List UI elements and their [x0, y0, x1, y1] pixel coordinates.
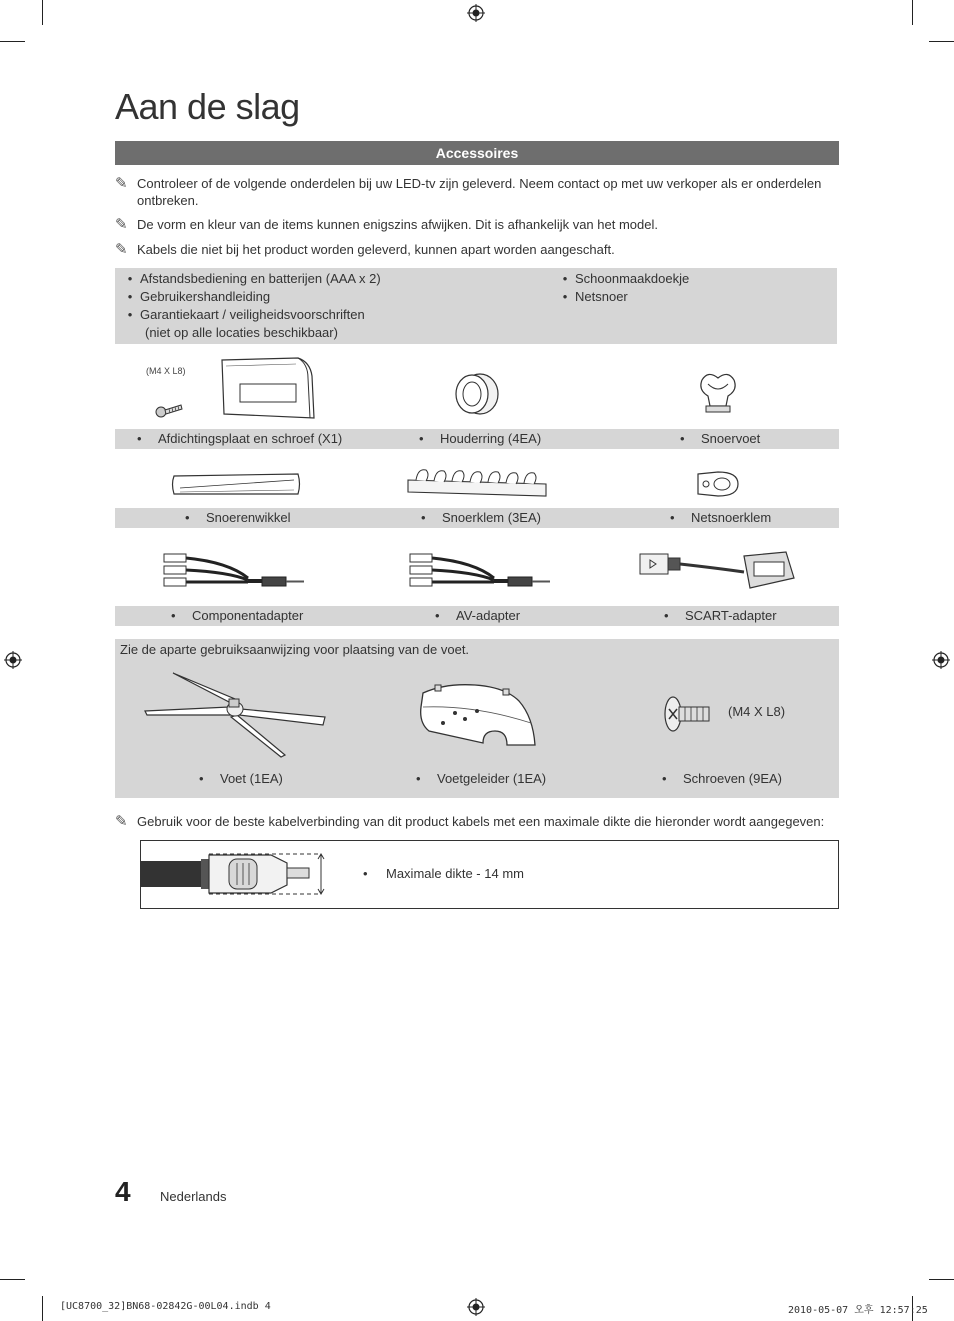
list-item: • Netsnoer: [562, 289, 628, 304]
crop-mark: [42, 0, 43, 25]
list-item: • Gebruikershandleiding: [127, 289, 271, 304]
cable-stand-illustration: [694, 370, 742, 416]
included-list-right: [555, 270, 825, 306]
pencil-icon: ✎: [115, 216, 128, 233]
sealing-plate-illustration: [218, 356, 318, 420]
cable-spec-box: [140, 840, 839, 909]
holder-ring-illustration: [452, 372, 502, 416]
cable-clamp-illustration: [404, 466, 550, 500]
accessory-label: • Snoervoet: [680, 431, 761, 446]
scart-adapter-illustration: [636, 548, 798, 592]
crop-mark: [929, 41, 954, 42]
list-item: • Schoonmaakdoekje: [562, 271, 690, 286]
cable-wrap-illustration: [170, 470, 302, 498]
stand-screw-size-label: (M4 X L8): [728, 704, 786, 719]
av-adapter-illustration: [404, 550, 554, 594]
cable-spec: • Maximale dikte - 14 mm: [363, 866, 524, 881]
crop-mark: [0, 41, 25, 42]
list-item-continuation: (niet op alle locaties beschikbaar): [145, 325, 338, 340]
note: [115, 813, 839, 830]
pencil-icon: ✎: [115, 175, 128, 192]
accessory-label-row: [115, 606, 839, 626]
list-item: • Garantiekaart / veiligheidsvoorschriften: [127, 307, 365, 322]
crop-mark: [42, 1296, 43, 1321]
note: [115, 175, 839, 209]
component-adapter-illustration: [158, 550, 308, 594]
accessory-label: • Schroeven (9EA): [662, 771, 782, 786]
included-list-left: [120, 270, 540, 342]
pencil-icon: ✎: [115, 241, 128, 258]
registration-mark-icon: [932, 651, 950, 669]
accessory-label: • Netsnoerklem: [670, 510, 772, 525]
included-items-box: [115, 268, 837, 344]
page-title: Aan de slag: [115, 86, 300, 127]
registration-mark-icon: [467, 4, 485, 22]
accessory-label: • Componentadapter: [171, 608, 304, 623]
registration-mark-icon: [4, 651, 22, 669]
accessory-label: • Houderring (4EA): [419, 431, 542, 446]
power-cable-clamp-illustration: [694, 468, 742, 498]
accessory-label: • Snoerenwikkel: [185, 510, 291, 525]
page-language: Nederlands: [160, 1189, 227, 1204]
note-text: Gebruik voor de beste kabelverbinding van dit product kabels met een maximale dikte die hieronder wordt aangegeven:: [137, 814, 825, 829]
accessory-label: • SCART-adapter: [664, 608, 777, 623]
note: [115, 216, 839, 233]
screw-illustration: [155, 400, 185, 420]
print-slug-file: [UC8700_32]BN68-02842G-00L04.indb 4: [60, 1301, 271, 1312]
stand-box: [115, 639, 839, 798]
crop-mark: [0, 1279, 25, 1280]
stand-guide-illustration: [415, 683, 539, 749]
stand-note: Zie de aparte gebruiksaanwijzing voor plaatsing van de voet.: [120, 642, 470, 657]
crop-mark: [912, 0, 913, 25]
crop-mark: [929, 1279, 954, 1280]
note-text: Kabels die niet bij het product worden geleverd, kunnen apart worden aangeschaft.: [137, 242, 615, 257]
accessory-label: • AV-adapter: [435, 608, 521, 623]
note: [115, 241, 839, 258]
accessory-label: • Voet (1EA): [199, 771, 283, 786]
list-item: • Afstandsbediening en batterijen (AAA x 2): [127, 271, 381, 286]
accessory-label-row: [115, 508, 839, 528]
section-header: Accessoires: [115, 141, 839, 165]
cable-thickness-illustration: [141, 851, 331, 897]
page-number: 4: [115, 1176, 131, 1207]
pencil-icon: ✎: [115, 813, 128, 830]
screw-size-label: (M4 X L8): [146, 366, 186, 376]
registration-mark-icon: [467, 1298, 485, 1316]
print-slug-datetime: 2010-05-07 오후 12:57:25: [788, 1305, 928, 1316]
accessory-label-row: [115, 429, 839, 449]
accessory-label: • Voetgeleider (1EA): [416, 771, 547, 786]
accessory-label: • Snoerklem (3EA): [421, 510, 541, 525]
stand-base-illustration: [143, 669, 329, 759]
note-text: De vorm en kleur van de items kunnen enigszins afwijken. Dit is afhankelijk van het model.: [137, 217, 658, 232]
note-text: Controleer of de volgende onderdelen bij uw LED-tv zijn geleverd. Neem contact op met uw verkoper als er onderdelen ontbreken.: [137, 176, 822, 208]
accessory-label: • Afdichtingsplaat en schroef (X1): [137, 431, 343, 446]
stand-screw-illustration: [663, 695, 713, 733]
